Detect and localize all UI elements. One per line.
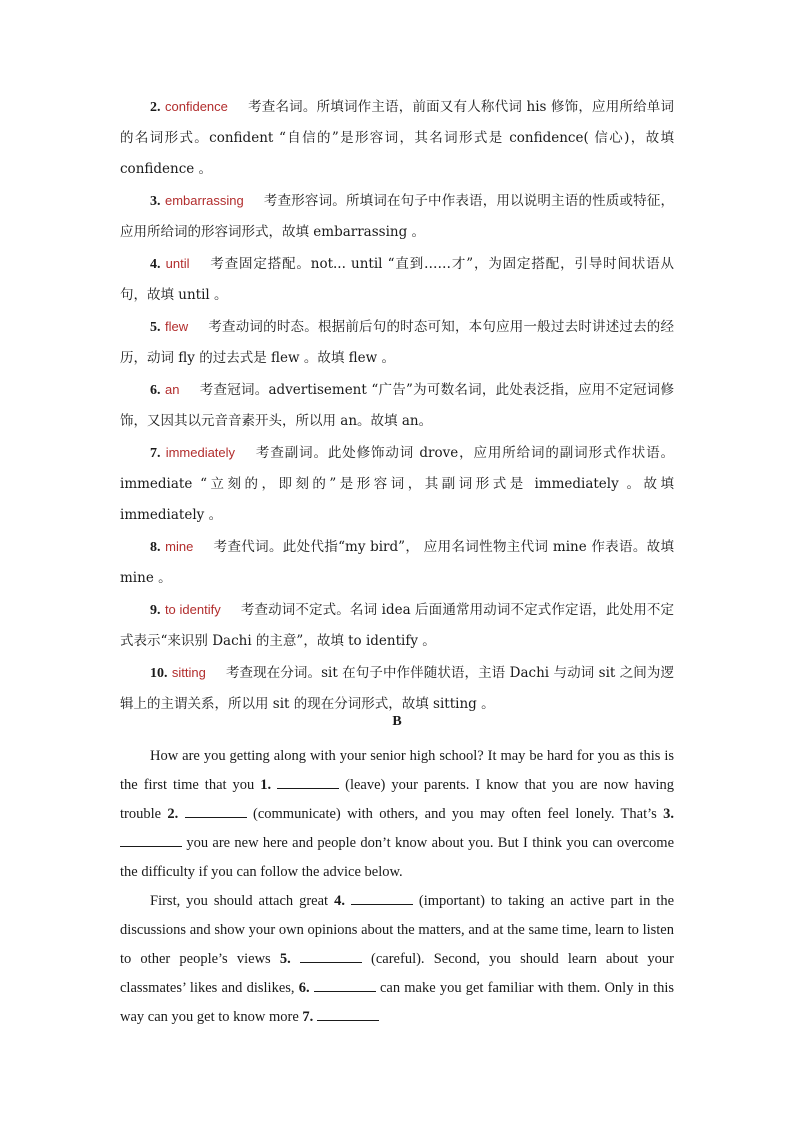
answer-explanation: 考查名词。所填词作主语，前面又有人称代词 his 修饰，应用所给单词的名词形式。confident “自信的”是形容词，其名词形式是 confidence( 信心)，故填 confidence 。 <box>120 99 674 177</box>
answer-word: embarrassing <box>164 193 244 208</box>
blank-number: 7. <box>302 1009 314 1025</box>
blank-line[interactable] <box>300 948 362 963</box>
answer-item: 9. to identify 考查动词不定式。名词 idea 后面通常用动词不定式作定语，此处用不定式表示“来识别 Dachi 的主意”，故填 to identify 。 <box>120 602 674 649</box>
blank-number: 1. <box>260 777 272 793</box>
answer-explanation: 考查形容词。所填词在句子中作表语，用以说明主语的性质或特征，应用所给词的形容词形式，故填 embarrassing 。 <box>120 193 674 240</box>
answer-explanation: 考查动词不定式。名词 idea 后面通常用动词不定式作定语，此处用不定式表示“来识别 Dachi 的主意”，故填 to identify 。 <box>120 602 674 649</box>
blank-number: 3. <box>663 806 675 822</box>
cloze-passage <box>120 742 674 1032</box>
blank-number: 2. <box>167 806 179 822</box>
answer-explanation: 考查动词的时态。根据前后句的时态可知，本句应用一般过去时讲述过去的经历，动词 fly 的过去式是 flew 。故填 flew 。 <box>120 319 674 366</box>
answer-explanation: 考查冠词。advertisement “广告”为可数名词，此处表泛指，应用不定冠词修饰，又因其以元音音素开头，所以用 an。故填 an。 <box>120 382 674 429</box>
blank-line[interactable] <box>277 774 339 789</box>
blank-line[interactable] <box>317 1006 379 1021</box>
answer-word: mine <box>165 539 194 554</box>
blank-line[interactable] <box>351 890 413 905</box>
answer-word: sitting <box>171 665 206 680</box>
answer-item: 4. until 考查固定搭配。not... until “直到……才”，为固定搭配，引导时间状语从句，故填 until 。 <box>120 256 674 303</box>
answer-explanation: 考查副词。此处修饰动词 drove，应用所给词的副词形式作状语。immediate “立刻的，即刻的”是形容词，其副词形式是 immediately 。故填 immediately 。 <box>120 445 674 523</box>
answer-word: an <box>165 382 180 397</box>
section-heading: B <box>392 714 402 729</box>
answer-word: confidence <box>165 99 228 114</box>
answer-word: to identify <box>164 602 221 617</box>
answer-item: 2. confidence 考查名词。所填词作主语，前面又有人称代词 his 修饰，应用所给单词的名词形式。confident “自信的”是形容词，其名词形式是 confidence( 信心)，故填 confidence 。 <box>120 99 674 177</box>
answer-item: 8. mine 考查代词。此处代指“my bird”， 应用名词性物主代词 mine 作表语。故填 mine 。 <box>120 539 674 586</box>
blank-line[interactable] <box>314 977 376 992</box>
blank-number: 5. <box>279 951 291 967</box>
answer-item: 6. an 考查冠词。advertisement “广告”为可数名词，此处表泛指，应用不定冠词修饰，又因其以元音音素开头，所以用 an。故填 an。 <box>120 382 674 429</box>
answer-explanation: 考查代词。此处代指“my bird”， 应用名词性物主代词 mine 作表语。故填 mine 。 <box>120 539 674 586</box>
blank-number: 6. <box>298 980 310 996</box>
blank-number: 4. <box>334 893 345 909</box>
answer-word: until <box>165 256 190 271</box>
blank-line[interactable] <box>120 832 182 847</box>
answer-word: flew <box>165 319 189 334</box>
passage-paragraph: How are you getting along with your senior high school? It may be hard for you as this is the first time that you 1. (leave) your parents. I know that you are now having trouble 2. (communicate) with others, and you may often feel lonely. That’s 3. you are new here and people don’t know about you. But I think you can overcome the difficulty if you can follow the advice below. <box>120 748 675 880</box>
passage-paragraph: First, you should attach great 4. (important) to taking an active part in the discussions and show your own opinions about the matters, and at the same time, learn to listen to other people’s views 5. (careful). Second, you should learn about your classmates’ likes and dislikes, 6. can make you get familiar with them. Only in this way can you get to know more 7. <box>120 887 674 1032</box>
answer-item: 5. flew 考查动词的时态。根据前后句的时态可知，本句应用一般过去时讲述过去的经历，动词 fly 的过去式是 flew 。故填 flew 。 <box>120 319 674 366</box>
answer-item: 10. sitting 考查现在分词。sit 在句子中作伴随状语，主语 Dachi 与动词 sit 之间为逻辑上的主谓关系，所以用 sit 的现在分词形式，故填 sitting 。 <box>120 665 674 712</box>
answer-explanation: 考查固定搭配。not... until “直到……才”，为固定搭配，引导时间状语从句，故填 until 。 <box>120 256 674 303</box>
answer-item: 3. embarrassing 考查形容词。所填词在句子中作表语，用以说明主语的性质或特征，应用所给词的形容词形式，故填 embarrassing 。 <box>120 193 674 240</box>
answer-key <box>120 91 674 720</box>
answer-explanation: 考查现在分词。sit 在句子中作伴随状语，主语 Dachi 与动词 sit 之间为逻辑上的主谓关系，所以用 sit 的现在分词形式，故填 sitting 。 <box>120 665 674 712</box>
blank-line[interactable] <box>185 803 247 818</box>
answer-item: 7. immediately 考查副词。此处修饰动词 drove，应用所给词的副词形式作状语。immediate “立刻的，即刻的”是形容词，其副词形式是 immediately 。故填 immediately 。 <box>120 445 674 523</box>
answer-word: immediately <box>165 445 236 460</box>
